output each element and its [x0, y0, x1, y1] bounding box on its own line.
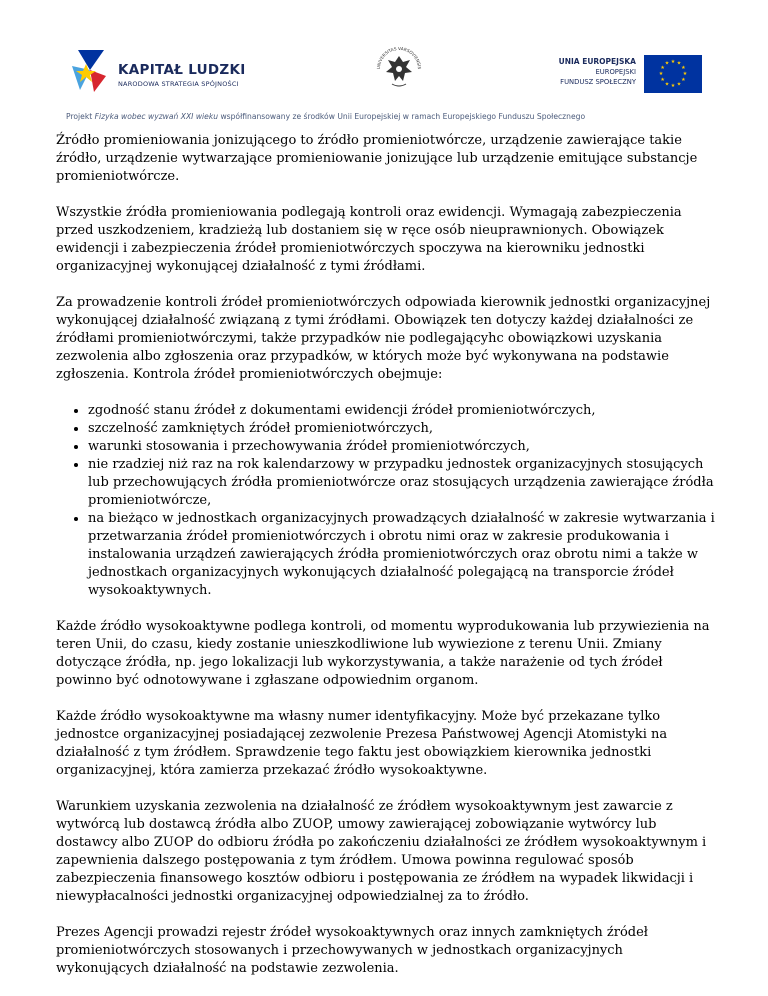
seal-text: UNIVERSITAS VARSOVIENSIS [375, 45, 423, 70]
paragraph-5: Każde źródło wysokoaktywne ma własny numer identyfikacyjny. Może być przekazane tylko jednostce organizacyjnej posiadającej zezwolenie Prezesa Państwowej Agencji Atomistyki na działalność z tym źródłem. Sprawdzenie tego faktu jest obowiązkiem kierownika jednostki organizacyjnej, która zamierza przekazać źródło wysokoaktywne. [56, 709, 668, 778]
svg-text:★: ★ [682, 71, 688, 77]
project-suffix: współfinansowany ze środków Unii Europejskiej w ramach Europejskiego Funduszu Społecznego [218, 112, 586, 121]
kapital-ludzki-subtitle: NARODOWA STRATEGIA SPÓJNOŚCI [118, 80, 239, 88]
project-prefix: Projekt [66, 112, 95, 121]
kapital-ludzki-logo [70, 46, 250, 94]
paragraph-7: Prezes Agencji prowadzi rejestr źródeł wysokoaktywnych oraz innych zamkniętych źródeł promieniotwórczych stosowanych i przechowywanych w jednostkach organizacyjnych wykonujących działalność na podstawie zezwolenia. [56, 925, 649, 976]
svg-text:★: ★ [681, 65, 686, 71]
paragraph-6: Warunkiem uzyskania zezwolenia na działalność ze źródłem wysokoaktywnym jest zawarcie z wytwórcą lub dostawcą źródła albo ZUOP, umowy zawierającej zobowiązanie wytwórcy lub dostawcy albo ZUOP do odbioru źródła po zakończeniu działalności ze źródłem wysokoaktywnym i zapewnienia dalszego postępowania z tym źródłem. Umowa powinna regulować sposób zabezpieczenia finansowego kosztów odbioru i postępowania ze źródłem na wypadek likwidacji i niewypłacalności jednostki organizacyjnej odpowiedzialnej za to źródło. [56, 799, 707, 904]
eu-flag-icon [644, 55, 702, 93]
svg-text:★: ★ [670, 83, 676, 89]
document-body [56, 132, 718, 996]
paragraph-4: Każde źródło wysokoaktywne podlega kontroli, od momentu wyprodukowania lub przywiezienia na teren Unii, do czasu, kiedy zostanie unieszkodliwione lub wywiezione z terenu Unii. Zmiany dotyczące źródła, np. jego lokalizacji lub wykorzystywania, a także narażenie od tych źródeł powinno być odnotowywane i zgłaszane odpowiednim organom. [56, 619, 710, 688]
paragraph-1: Źródło promieniowania jonizującego to źródło promieniotwórcze, urządzenie zawierające takie źródło, urządzenie wytwarzające promieniowanie jonizujące lub urządzenie emitujące substancje promieniotwórcze. [56, 133, 698, 184]
list-item: • szczelność zamkniętych źródeł promieniotwórczych, [88, 420, 718, 438]
list-item: • zgodność stanu źródeł z dokumentami ewidencji źródeł promieniotwórczych, [88, 402, 718, 420]
eu-logo [540, 55, 702, 95]
project-funding-line [66, 112, 585, 121]
paragraph-2: Wszystkie źródła promieniowania podlegają kontroli oraz ewidencji. Wymagają zabezpieczenia przed uszkodzeniem, kradzieżą lub dostaniem się w ręce osób nieuprawnionych. Obowiązek ewidencji i zabezpieczenia źródeł promieniotwórczych spoczywa na kierowniku jednostki organizacyjnej wykonującej działalność z tymi źródłami. [56, 205, 682, 274]
eu-line-3: FUNDUSZ SPOŁECZNY [560, 78, 636, 86]
svg-text:★: ★ [681, 77, 686, 83]
svg-text:★: ★ [670, 59, 676, 65]
page-header [0, 0, 768, 130]
list-item: • nie rzadziej niż raz na rok kalendarzowy w przypadku jednostek organizacyjnych stosujących lub przechowujących źródła promieniotwórcze oraz stosujących urządzenia zawierające źródła promieniotwórcze, [88, 456, 718, 510]
list-item: • warunki stosowania i przechowywania źródeł promieniotwórczych, [88, 438, 718, 456]
control-scope-list [56, 402, 718, 600]
eu-text [559, 57, 636, 87]
list-item: • na bieżąco w jednostkach organizacyjnych prowadzących działalność w zakresie wytwarzania i przetwarzania źródeł promieniotwórczych i obrotu nimi oraz w zakresie produkowania i instalowania urządzeń zawierających źródła promieniotwórczych oraz obrotu nimi a także w jednostkach organizacyjnych wykonujących działalność polegającą na transporcie źródeł wysokoaktywnych. [88, 510, 718, 600]
svg-text:★: ★ [676, 81, 682, 88]
svg-text:★: ★ [658, 71, 664, 77]
svg-text:★: ★ [660, 77, 665, 83]
kapital-ludzki-mark-icon [70, 46, 112, 94]
svg-text:★: ★ [664, 60, 670, 67]
eu-line-2: EUROPEJSKI [595, 68, 636, 76]
svg-text:★: ★ [664, 81, 670, 88]
svg-text:★: ★ [676, 60, 682, 67]
paragraph-3: Za prowadzenie kontroli źródeł promieniotwórczych odpowiada kierownik jednostki organizacyjnej wykonującej działalność związaną z tymi źródłami. Obowiązek ten dotyczy każdej działalności ze źródłami promieniotwórczymi, także przypadków nie podlegającyhc obowiązkowi uzyskania zezwolenia albo zgłoszenia oraz przypadków, w których może być wykonywana na podstawie zgłoszenia. Kontrola źródeł promieniotwórczych obejmuje: [56, 295, 711, 382]
university-seal-icon [372, 42, 426, 96]
project-title: Fizyka wobec wyzwań XXI wieku [94, 112, 219, 121]
svg-text:★: ★ [660, 65, 665, 71]
eu-line-1: UNIA EUROPEJSKA [558, 57, 636, 66]
kapital-ludzki-title: KAPITAŁ LUDZKI [118, 62, 246, 78]
